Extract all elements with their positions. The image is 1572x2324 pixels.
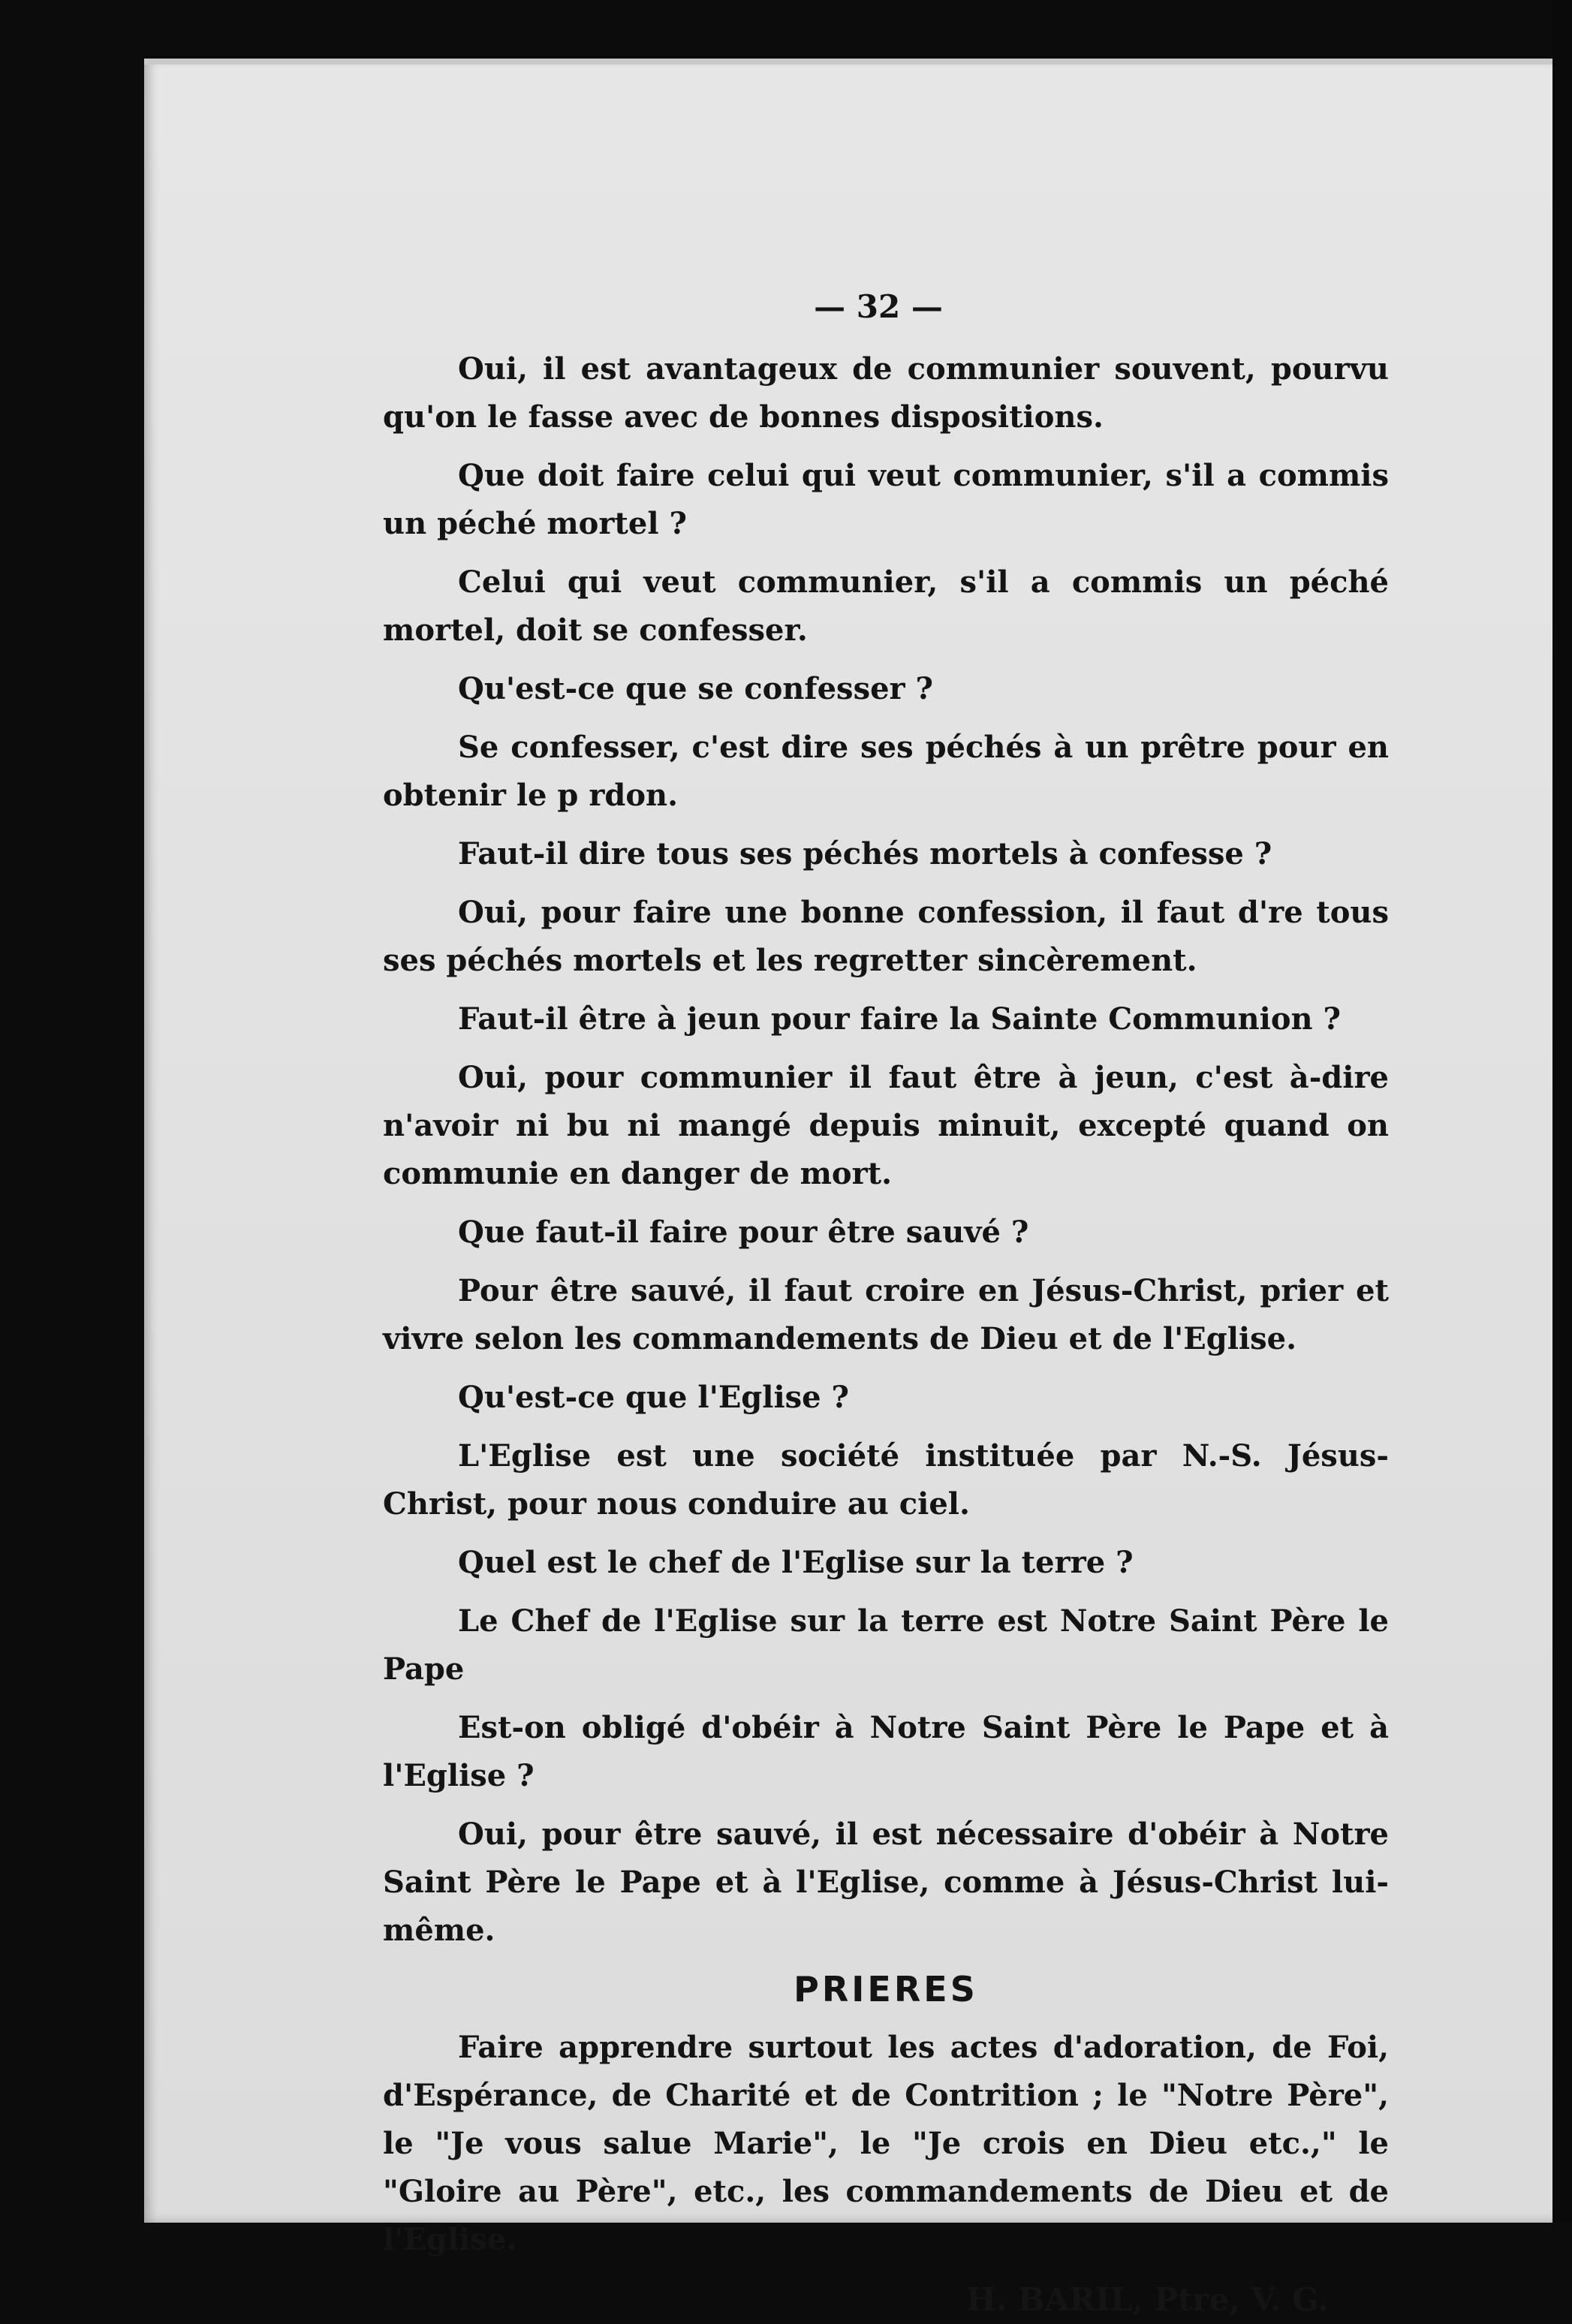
page-number: — 32 —	[814, 288, 943, 325]
signature: H. BARIL, Ptre, V. G.	[966, 2281, 1329, 2318]
paragraph-answer: Oui, pour faire une bonne confession, il faut d're tous ses péchés mortels et les regretter sincèrement.	[383, 895, 1389, 978]
paragraph-question: Quel est le chef de l'Eglise sur la terre ?	[458, 1545, 1134, 1580]
paragraph-question: Qu'est-ce que se confesser ?	[458, 671, 933, 706]
paragraph-answer: Celui qui veut communier, s'il a commis un péché mortel, doit se confesser.	[383, 564, 1389, 648]
paragraph-question: Faut-il être à jeun pour faire la Sainte Communion ?	[458, 1001, 1341, 1037]
scan-right-border	[1552, 0, 1572, 2223]
top-spacer	[383, 285, 1389, 345]
paragraph-answer: Se confesser, c'est dire ses péchés à un prêtre pour en obtenir le p rdon.	[383, 730, 1389, 813]
paragraph-question: Faut-il dire tous ses péchés mortels à confesse ?	[458, 836, 1272, 872]
paragraph-question: Qu'est-ce que l'Eglise ?	[458, 1380, 849, 1415]
prieres-body: Faire apprendre surtout les actes d'adoration, de Foi, d'Espérance, de Charité et de Contrition ; le "Notre Père", le "Je vous salue Marie", le "Je crois en Dieu etc.," le "Gloire au Père", etc., les commandements de Dieu et de l'Eglise.	[383, 2030, 1389, 2257]
paragraph-question: Que doit faire celui qui veut communier, s'il a commis un péché mortel ?	[383, 458, 1389, 541]
paragraph-answer: Oui, pour communier il faut être à jeun, c'est à-dire n'avoir ni bu ni mangé depuis minuit, excepté quand on communie en danger de mort.	[383, 1060, 1389, 1191]
paper-top-edge	[144, 59, 1572, 65]
paragraph-answer: Oui, il est avantageux de communier souvent, pourvu qu'on le fasse avec de bonnes dispositions.	[383, 351, 1389, 435]
paragraph-answer: Oui, pour être sauvé, il est nécessaire d'obéir à Notre Saint Père le Pape et à l'Eglise, comme à Jésus-Christ lui-même.	[383, 1817, 1389, 1948]
paragraph-question: Est-on obligé d'obéir à Notre Saint Père le Pape et à l'Eglise ?	[383, 1710, 1389, 1793]
paragraph-question: Que faut-il faire pour être sauvé ?	[458, 1215, 1029, 1250]
prieres-heading: PRIERES	[794, 1969, 978, 2009]
paragraph-answer: L'Eglise est une société instituée par N.-S. Jésus-Christ, pour nous conduire au ciel.	[383, 1438, 1389, 1522]
paragraph-answer: Pour être sauvé, il faut croire en Jésus-Christ, prier et vivre selon les commandements de Dieu et de l'Eglise.	[383, 1273, 1389, 1356]
paragraph-answer: Le Chef de l'Eglise sur la terre est Notre Saint Père le Pape	[383, 1603, 1389, 1687]
catechism-text	[383, 285, 1389, 2324]
